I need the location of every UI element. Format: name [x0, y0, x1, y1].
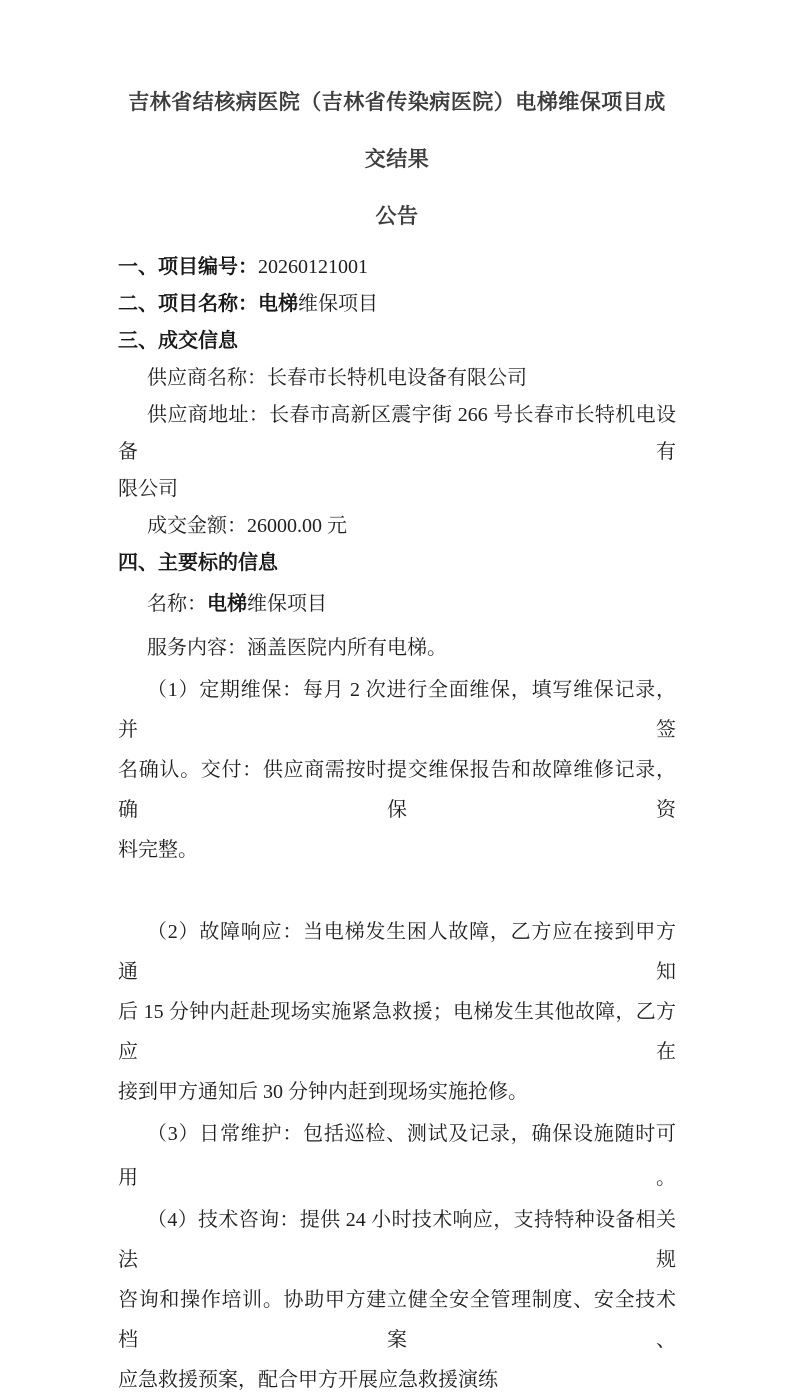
- supplier-name-line: 供应商名称：长春市长特机电设备有限公司: [147, 367, 527, 389]
- document-title-line-1: 吉林省结核病医院（吉林省传染病医院）电梯维保项目成交结果: [128, 91, 666, 171]
- paragraph-daily-maintenance: [118, 1112, 676, 1200]
- project-number-label: 一、项目编号：: [118, 256, 258, 278]
- service-scope-line: 服务内容：涵盖医院内所有电梯。: [147, 637, 447, 659]
- subject-name-bold-part: 电梯: [207, 593, 247, 615]
- paragraph-line: 后 15 分钟内赶赴现场实施紧急救援；电梯发生其他故障，乙方应在: [118, 1001, 676, 1063]
- subject-name-line: [118, 582, 676, 626]
- subject-heading: 四、主要标的信息: [118, 552, 278, 574]
- paragraph-line: 名确认。交付：供应商需按时提交维保报告和故障维修记录，确保资: [118, 759, 676, 821]
- deal-amount-line: 成交金额：26000.00 元: [147, 515, 347, 537]
- paragraph-line: 料完整。: [118, 839, 198, 861]
- paragraph-regular-maintenance: [118, 670, 676, 870]
- document-title-line-2: 公告: [375, 205, 419, 228]
- supplier-address-line-1: 供应商地址：长春市高新区震宇街 266 号长春市长特机电设备有: [118, 404, 676, 463]
- paragraph-gap: [118, 870, 676, 912]
- deal-info-heading: 三、成交信息: [118, 330, 238, 352]
- paragraph-technical-consulting: [118, 1200, 676, 1400]
- project-number-line: [118, 249, 676, 286]
- project-name-rest: 维保项目: [298, 293, 378, 315]
- project-name-line: [118, 286, 676, 323]
- subject-name-rest: 维保项目: [247, 593, 327, 615]
- document-title: [118, 74, 676, 245]
- paragraph-line: （4）技术咨询：提供 24 小时技术响应，支持特种设备相关法规: [118, 1209, 676, 1271]
- paragraph-line: 应急救援预案，配合甲方开展应急救援演练: [118, 1369, 498, 1391]
- paragraph-line: （1）定期维保：每月 2 次进行全面维保，填写维保记录，并签: [118, 679, 676, 741]
- paragraph-line: （3）日常维护：包括巡检、测试及记录，确保设施随时可用。: [118, 1123, 676, 1189]
- supplier-address-line-2: 限公司: [118, 478, 178, 500]
- project-number-value: 20260121001: [258, 256, 368, 278]
- project-name-label: 二、项目名称：: [118, 293, 258, 315]
- subject-name-label: 名称：: [147, 593, 207, 615]
- paragraph-line: （2）故障响应：当电梯发生困人故障，乙方应在接到甲方通知: [118, 921, 676, 983]
- paragraph-line: 接到甲方通知后 30 分钟内赶到现场实施抢修。: [118, 1081, 528, 1103]
- paragraph-line: 咨询和操作培训。协助甲方建立健全安全管理制度、安全技术档案、: [118, 1289, 676, 1351]
- project-name-bold-part: 电梯: [258, 293, 298, 315]
- paragraph-fault-response: [118, 912, 676, 1112]
